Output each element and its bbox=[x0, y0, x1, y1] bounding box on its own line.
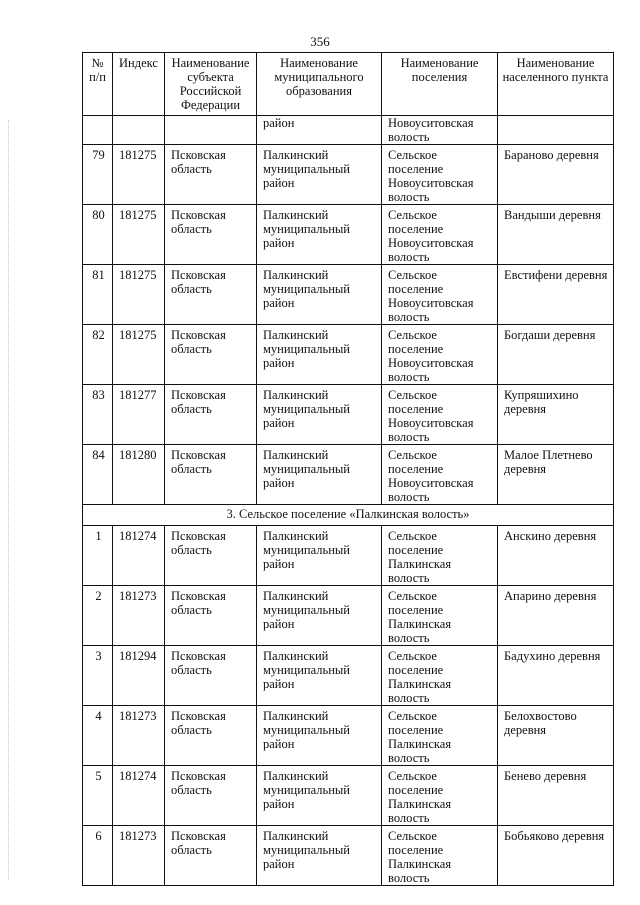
cell-locality bbox=[498, 116, 614, 145]
cell-index: 181277 bbox=[113, 385, 165, 445]
cell-num: 3 bbox=[83, 646, 113, 706]
cell-index: 181275 bbox=[113, 145, 165, 205]
table-row bbox=[83, 526, 614, 586]
cell-settlement: Новоуситовская волость bbox=[382, 116, 498, 145]
cell-locality: Малое Плетнево деревня bbox=[498, 445, 614, 505]
cell-num: 2 bbox=[83, 586, 113, 646]
section-title: 3. Сельское поселение «Палкинская волость» bbox=[83, 505, 614, 526]
cell-locality: Богдаши деревня bbox=[498, 325, 614, 385]
page-number: 356 bbox=[310, 34, 330, 49]
cell-subject: Псковская область bbox=[165, 145, 257, 205]
cell-settlement: Сельское поселение Новоуситовская волость bbox=[382, 205, 498, 265]
settlements-table bbox=[82, 52, 614, 886]
cell-locality: Апарино деревня bbox=[498, 586, 614, 646]
cell-subject: Псковская область bbox=[165, 325, 257, 385]
cell-municipality: Палкинский муниципальный район bbox=[257, 646, 382, 706]
header-settlement: Наименование поселения bbox=[382, 53, 498, 116]
cell-index: 181275 bbox=[113, 325, 165, 385]
cell-subject: Псковская область bbox=[165, 646, 257, 706]
header-num: № п/п bbox=[83, 53, 113, 116]
cell-num: 80 bbox=[83, 205, 113, 265]
header-subject: Наименование субъекта Российской Федерации bbox=[165, 53, 257, 116]
table-row bbox=[83, 706, 614, 766]
header-municipality: Наименование муниципального образования bbox=[257, 53, 382, 116]
cell-municipality: Палкинский муниципальный район bbox=[257, 145, 382, 205]
cell-locality: Купряшихино деревня bbox=[498, 385, 614, 445]
cell-settlement: Сельское поселение Палкинская волость bbox=[382, 766, 498, 826]
cell-index: 181294 bbox=[113, 646, 165, 706]
cell-index: 181273 bbox=[113, 826, 165, 886]
cell-index: 181275 bbox=[113, 205, 165, 265]
cell-subject: Псковская область bbox=[165, 265, 257, 325]
cell-subject: Псковская область bbox=[165, 445, 257, 505]
cell-settlement: Сельское поселение Новоуситовская волость bbox=[382, 445, 498, 505]
table-row bbox=[83, 325, 614, 385]
cell-locality: Евстифени деревня bbox=[498, 265, 614, 325]
cell-num: 84 bbox=[83, 445, 113, 505]
scan-edge-marks bbox=[8, 120, 10, 880]
cell-num: 79 bbox=[83, 145, 113, 205]
cell-num: 6 bbox=[83, 826, 113, 886]
cell-subject: Псковская область bbox=[165, 385, 257, 445]
table-row bbox=[83, 385, 614, 445]
cell-settlement: Сельское поселение Новоуситовская волость bbox=[382, 385, 498, 445]
cell-locality: Белохвостово деревня bbox=[498, 706, 614, 766]
cell-settlement: Сельское поселение Палкинская волость bbox=[382, 526, 498, 586]
cell-settlement: Сельское поселение Новоуситовская волость bbox=[382, 325, 498, 385]
cell-municipality: Палкинский муниципальный район bbox=[257, 265, 382, 325]
cell-municipality: Палкинский муниципальный район bbox=[257, 766, 382, 826]
cell-index: 181274 bbox=[113, 526, 165, 586]
table-row bbox=[83, 265, 614, 325]
cell-municipality: Палкинский муниципальный район bbox=[257, 706, 382, 766]
cell-municipality: Палкинский муниципальный район bbox=[257, 205, 382, 265]
table-row bbox=[83, 826, 614, 886]
cell-subject: Псковская область bbox=[165, 586, 257, 646]
table-row bbox=[83, 205, 614, 265]
continuation-row bbox=[83, 116, 614, 145]
table-row bbox=[83, 145, 614, 205]
cell-locality: Бенево деревня bbox=[498, 766, 614, 826]
cell-municipality: Палкинский муниципальный район bbox=[257, 325, 382, 385]
cell-subject bbox=[165, 116, 257, 145]
cell-subject: Псковская область bbox=[165, 526, 257, 586]
cell-index: 181273 bbox=[113, 706, 165, 766]
cell-settlement: Сельское поселение Палкинская волость bbox=[382, 826, 498, 886]
cell-num: 83 bbox=[83, 385, 113, 445]
cell-index: 181274 bbox=[113, 766, 165, 826]
cell-index: 181273 bbox=[113, 586, 165, 646]
cell-index bbox=[113, 116, 165, 145]
header-index: Индекс bbox=[113, 53, 165, 116]
table-row bbox=[83, 445, 614, 505]
cell-locality: Бадухино деревня bbox=[498, 646, 614, 706]
table-row bbox=[83, 586, 614, 646]
cell-municipality: Палкинский муниципальный район bbox=[257, 445, 382, 505]
cell-num bbox=[83, 116, 113, 145]
cell-index: 181280 bbox=[113, 445, 165, 505]
cell-num: 81 bbox=[83, 265, 113, 325]
cell-municipality: Палкинский муниципальный район bbox=[257, 385, 382, 445]
cell-settlement: Сельское поселение Новоуситовская волость bbox=[382, 145, 498, 205]
table-row bbox=[83, 766, 614, 826]
cell-subject: Псковская область bbox=[165, 706, 257, 766]
cell-municipality: Палкинский муниципальный район bbox=[257, 586, 382, 646]
cell-municipality: Палкинский муниципальный район bbox=[257, 526, 382, 586]
table-row bbox=[83, 646, 614, 706]
cell-num: 4 bbox=[83, 706, 113, 766]
cell-subject: Псковская область bbox=[165, 826, 257, 886]
cell-subject: Псковская область bbox=[165, 205, 257, 265]
cell-index: 181275 bbox=[113, 265, 165, 325]
cell-num: 1 bbox=[83, 526, 113, 586]
cell-subject: Псковская область bbox=[165, 766, 257, 826]
cell-settlement: Сельское поселение Палкинская волость bbox=[382, 586, 498, 646]
header-locality: Наименование населенного пункта bbox=[498, 53, 614, 116]
cell-locality: Бобьяково деревня bbox=[498, 826, 614, 886]
cell-num: 5 bbox=[83, 766, 113, 826]
cell-municipality: район bbox=[257, 116, 382, 145]
cell-num: 82 bbox=[83, 325, 113, 385]
table-header-row bbox=[83, 53, 614, 116]
cell-settlement: Сельское поселение Палкинская волость bbox=[382, 706, 498, 766]
cell-settlement: Сельское поселение Палкинская волость bbox=[382, 646, 498, 706]
cell-locality: Бараново деревня bbox=[498, 145, 614, 205]
cell-settlement: Сельское поселение Новоуситовская волость bbox=[382, 265, 498, 325]
cell-locality: Анскино деревня bbox=[498, 526, 614, 586]
cell-municipality: Палкинский муниципальный район bbox=[257, 826, 382, 886]
cell-locality: Вандыши деревня bbox=[498, 205, 614, 265]
section-row bbox=[83, 505, 614, 526]
